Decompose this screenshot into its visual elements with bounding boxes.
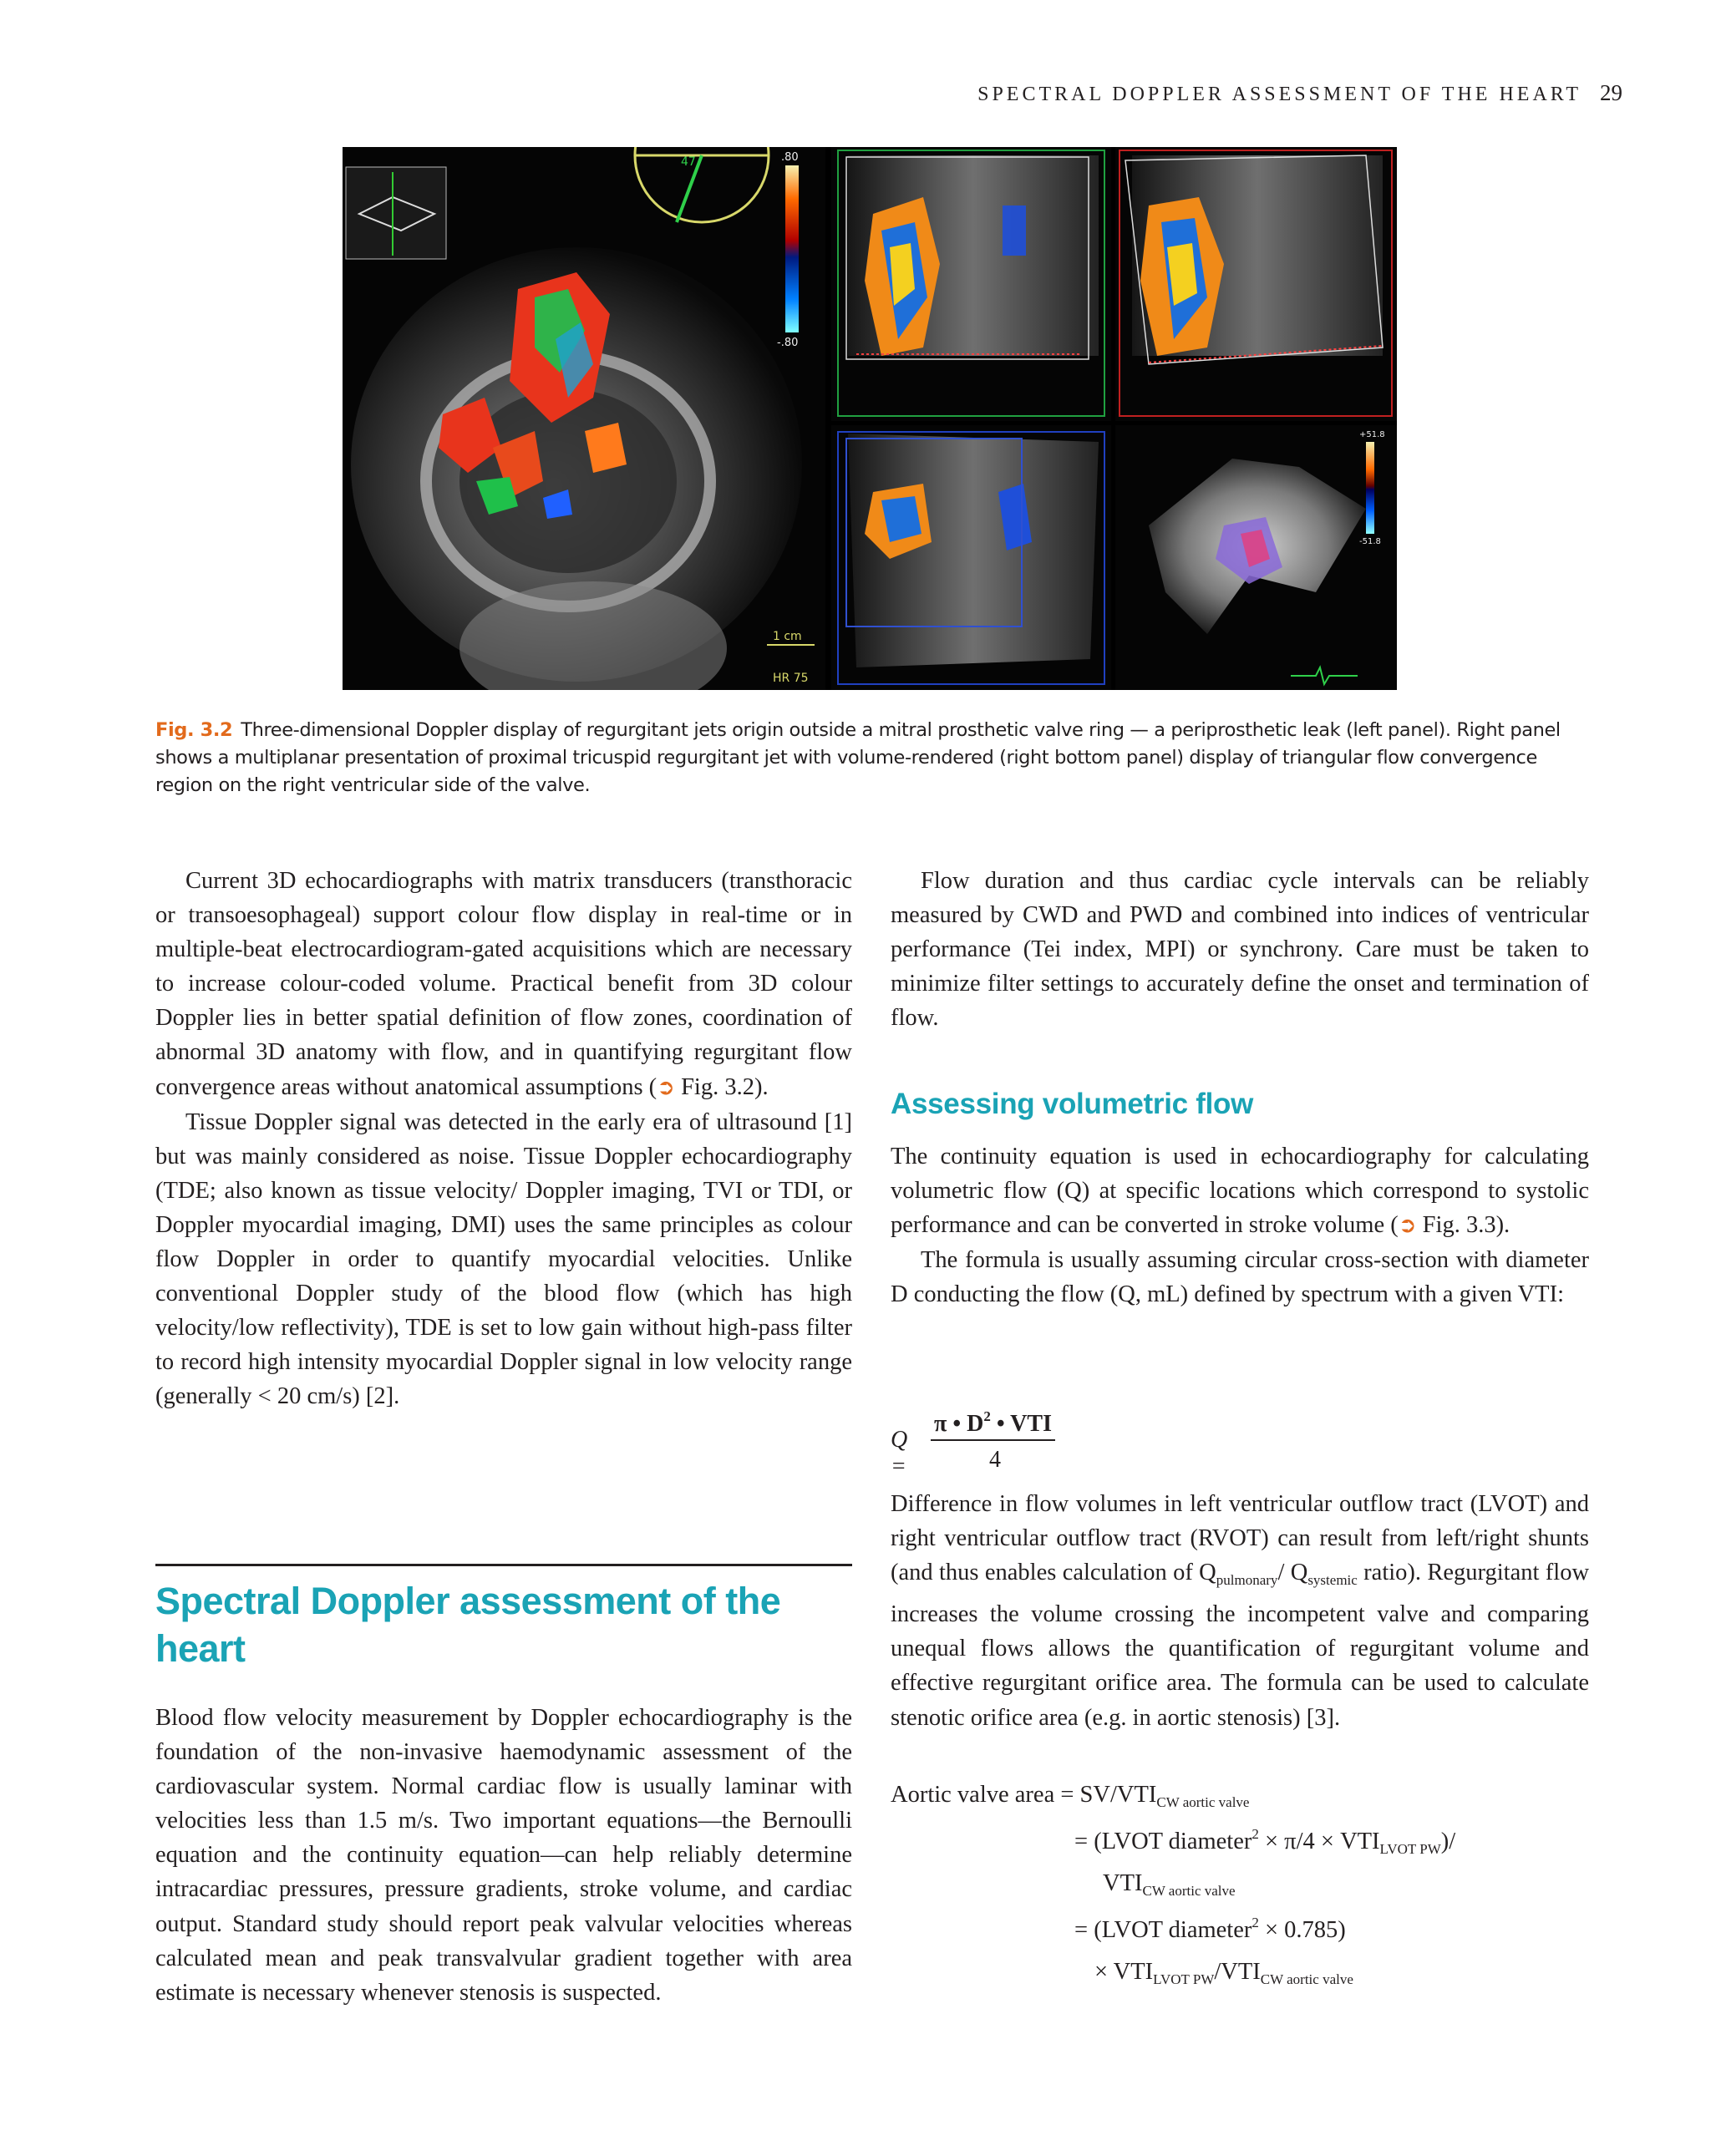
right-column-bottom [891, 1487, 1589, 1735]
running-head [944, 80, 1622, 106]
equation-line-4: = (LVOT diameter$^2$ × 0.785) [1074, 1915, 1346, 1943]
paragraph-flow-duration: Flow duration and thus cardiac cycle intervals can be reliably measured by CWD and PWD and combined into indices of ventricular performance (Tei index, MPI) or synchrony. Care must be taken to minimize filter settings to accurately define the onset and termination of flow. [891, 868, 1589, 1032]
paragraph-continuity: The continuity equation is used in echocardiography for calculating volumetric flow (Q) at specific locations which correspond to systolic performance and can be converted in stroke volume (➲ Fig. 3.3). [891, 1144, 1589, 1239]
scale2-top-label: +51.8 [1359, 430, 1385, 439]
paragraph-flow-volumes: Difference in flow volumes in left ventricular outflow tract (LVOT) and right ventricular outflow tract (RVOT) can result from left/right shunts (and thus enables calculation of $Q_{pulmonary}/$ $Q_{systemic}$ ratio). Regurgitant flow increases the volume crossing the incompetent valve and comparing unequal flows allows the quantification of regurgitant volume and effective regurgitant orifice area. The formula can be used to calculate stenotic orifice area (e.g. in aortic stenosis) [3]. [891, 1491, 1590, 1731]
figure-panel-multiplanar-2 [1115, 147, 1397, 421]
paragraph-blood-flow: Blood flow velocity measurement by Doppler echocardiography is the foundation of the non-invasive haemodynamic assessment of the cardiovascular system. Normal cardiac flow is usually laminar with velocities less than 1.5 m/s. Two important equations—the Bernoulli equation and the continuity equation—can help reliably determine intracardiac pressures, pressure gradients, stroke volume, and cardiac output. Standard study should report peak valvular velocities whereas calculated mean and peak transvalvular gradient together with area estimate is necessary whenever stenosis is suspected. [155, 1705, 852, 2006]
ruler-label: 1 cm [773, 630, 802, 643]
arrow-right-icon: ➲ [657, 1074, 675, 1100]
caption-text: Three-dimensional Doppler display of regurgitant jets origin outside a mitral prosthetic valve ring — a periprosthetic leak (left panel). Right panel shows a multiplanar presentation of proximal tricuspid regurgitant jet with volume-rendered (right bottom panel) display of triangular flow convergence region on the right ventricular side of the valve. [155, 719, 1561, 796]
scale2-bottom-label: -51.8 [1359, 537, 1381, 546]
formula-q-denominator: 4 [989, 1447, 1001, 1473]
scale-bottom-label: -.80 [777, 337, 799, 349]
hr-label: HR 75 [773, 672, 809, 685]
figure-panel-multiplanar-1 [831, 147, 1111, 421]
equation-line-1: Aortic valve area = $SV/VTI_{CW aortic valve}$ [891, 1782, 1250, 1810]
page-number: 29 [1600, 80, 1622, 105]
equation-line-2: = (LVOT diameter$^2$ × $\pi/4 \times VTI_{LVOT PW})/$ [1074, 1826, 1456, 1857]
figure-3-2 [343, 147, 1397, 690]
right-column-top [891, 864, 1589, 1035]
section-rule [155, 1564, 852, 1566]
formula-q-lhs: Q = [891, 1427, 908, 1479]
figure-panel-left [343, 147, 825, 690]
paragraph-3d-colour: Current 3D echocardiographs with matrix transducers (transthoracic or transoesophageal) support colour flow display in real-time or in multiple-beat electrocardiogram-gated acquisitions which are necessary to increase colour-coded volume. Practical benefit from 3D colour Doppler lies in better spatial definition of flow zones, coordination of abnormal 3D anatomy with flow, and in quantifying regurgitant flow convergence areas without anatomical assumptions (➲ Fig. 3.2). [155, 868, 852, 1100]
echo-3d-periprosthetic-image [343, 147, 825, 690]
figure-label: Fig. 3.2 [155, 719, 233, 741]
paragraph-formula-intro: The formula is usually assuming circular cross-section with diameter D conducting the flow (Q, mL) defined by spectrum with a given VTI: [891, 1247, 1589, 1308]
formula-q-numerator: π • $D^2$ • VTI [931, 1408, 1055, 1441]
paragraph-tissue-doppler: Tissue Doppler signal was detected in the early era of ultrasound [1] but was mainly considered as noise. Tissue Doppler echocardiography (TDE; also known as tissue velocity/ Doppler imaging, TVI or TDI, or Doppler myocardial imaging, DMI) uses the same principles as colour flow Doppler in order to quantify myocardial velocities. Unlike conventional Doppler study of the blood flow (which has high velocity/low reflectivity), TDE is set to low gain without high-pass filter to record high intensity myocardial Doppler signal in low velocity range (generally < 20 cm/s) [2]. [155, 1108, 852, 1410]
running-head-title: SPECTRAL DOPPLER ASSESSMENT OF THE HEART [977, 84, 1582, 105]
left-column-bottom [155, 1701, 852, 2010]
section-heading: Spectral Doppler assessment of the heart [155, 1580, 781, 1670]
right-column-middle [891, 1139, 1589, 1311]
arrow-right-icon: ➲ [1398, 1213, 1417, 1239]
left-column-top [155, 864, 852, 1414]
figure-panel-multiplanar-3 [831, 425, 1111, 690]
scale-top-label: .80 [781, 151, 799, 164]
figure-ref-link[interactable]: Fig. 3.2). [681, 1073, 769, 1100]
angle-label: 47 [681, 155, 696, 169]
subsection-heading: Assessing volumetric flow [891, 1088, 1254, 1120]
equation-line-5: × $VTI_{LVOT PW}/VTI_{CW aortic valve}$ [1094, 1959, 1353, 1987]
figure-ref-link[interactable]: Fig. 3.3). [1422, 1212, 1510, 1239]
figure-caption [155, 717, 1576, 799]
figure-panel-volume-rendered [1115, 425, 1397, 690]
equation-line-3: $VTI_{CW aortic valve}$ [1103, 1870, 1236, 1899]
